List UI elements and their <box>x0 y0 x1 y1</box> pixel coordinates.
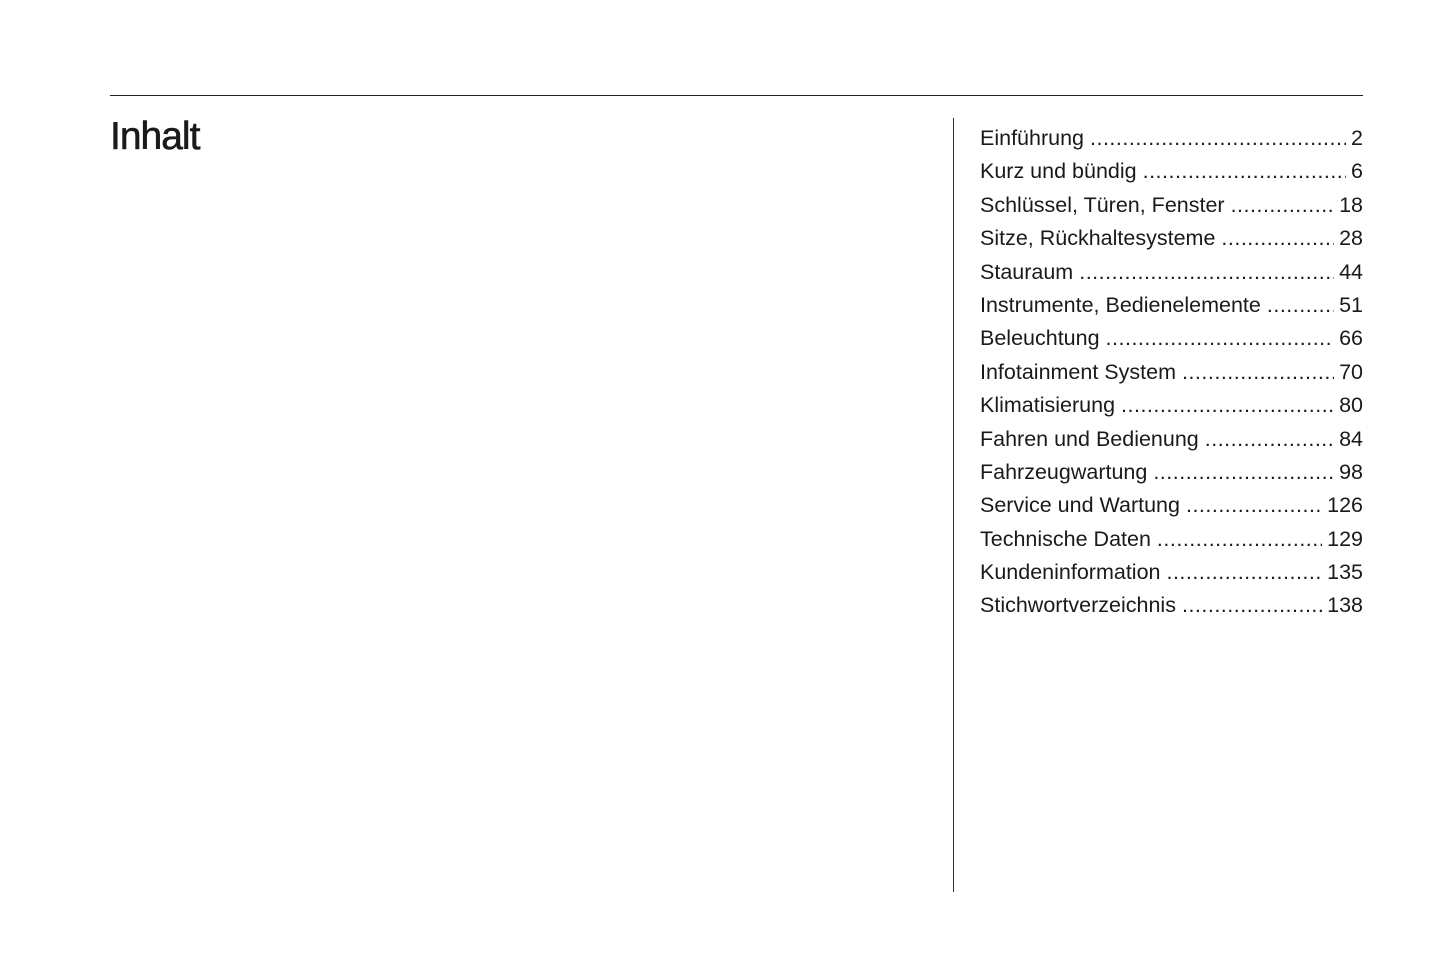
toc-entry-label: Kundeninformation <box>980 556 1166 589</box>
toc-entry-page: 44 <box>1339 259 1363 284</box>
toc-entry-page: 138 <box>1327 593 1363 618</box>
toc-entry[interactable] <box>980 456 1363 489</box>
toc-entry-label: Fahrzeugwartung <box>980 456 1153 489</box>
toc-entry[interactable] <box>980 155 1363 188</box>
toc-entry-page: 51 <box>1339 292 1363 317</box>
toc-entry[interactable] <box>980 289 1363 322</box>
toc-entry-page: 135 <box>1327 560 1363 585</box>
toc-entry[interactable] <box>980 322 1363 355</box>
toc-dot-leader <box>1186 489 1322 522</box>
toc-dot-leader <box>1231 189 1335 222</box>
toc-dot-leader <box>1143 155 1346 188</box>
toc-dot-leader <box>1182 356 1334 389</box>
toc-entry-label: Schlüssel, Türen, Fenster <box>980 189 1231 222</box>
toc-entry-label: Technische Daten <box>980 523 1157 556</box>
toc-entry-page: 66 <box>1339 326 1363 351</box>
toc-entry-label: Fahren und Bedienung <box>980 423 1205 456</box>
toc-entry-page: 98 <box>1339 459 1363 484</box>
toc-entry-label: Einführung <box>980 122 1090 155</box>
toc-dot-leader <box>1079 256 1334 289</box>
toc-entry-label: Service und Wartung <box>980 489 1186 522</box>
toc-entry[interactable] <box>980 356 1363 389</box>
toc-entry[interactable] <box>980 523 1363 556</box>
toc-entry-page: 70 <box>1339 359 1363 384</box>
toc-entry-label: Instrumente, Bedienelemente <box>980 289 1267 322</box>
page-title: Inhalt <box>110 115 200 158</box>
toc-entry-label: Stichwortverzeichnis <box>980 589 1182 622</box>
toc-dot-leader <box>1090 122 1346 155</box>
toc-entry-page: 129 <box>1327 526 1363 551</box>
toc-entry-page: 28 <box>1339 226 1363 251</box>
toc-entry[interactable] <box>980 489 1363 522</box>
top-rule <box>110 95 1363 96</box>
toc-dot-leader <box>1121 389 1334 422</box>
toc-dot-leader <box>1205 423 1334 456</box>
toc-dot-leader <box>1267 289 1334 322</box>
toc-entry[interactable] <box>980 589 1363 622</box>
toc-entry-page: 80 <box>1339 393 1363 418</box>
toc-entry[interactable] <box>980 556 1363 589</box>
toc-dot-leader <box>1166 556 1322 589</box>
toc-entry-page: 2 <box>1351 126 1363 150</box>
toc-entry-label: Infotainment System <box>980 356 1182 389</box>
toc-entry[interactable] <box>980 256 1363 289</box>
toc-dot-leader <box>1106 322 1335 355</box>
column-divider <box>953 118 954 892</box>
toc-entry-label: Beleuchtung <box>980 322 1106 355</box>
toc-entry-page: 18 <box>1339 192 1363 217</box>
toc-entry[interactable] <box>980 389 1363 422</box>
toc-entry[interactable] <box>980 423 1363 456</box>
table-of-contents <box>980 122 1363 623</box>
toc-entry-label: Klimatisierung <box>980 389 1121 422</box>
toc-entry-label: Kurz und bündig <box>980 155 1143 188</box>
toc-entry[interactable] <box>980 222 1363 255</box>
toc-dot-leader <box>1153 456 1334 489</box>
toc-entry-label: Stauraum <box>980 256 1079 289</box>
toc-entry-page: 84 <box>1339 426 1363 451</box>
toc-dot-leader <box>1221 222 1334 255</box>
toc-entry-page: 126 <box>1327 493 1363 518</box>
toc-entry[interactable] <box>980 189 1363 222</box>
toc-entry-label: Sitze, Rückhaltesysteme <box>980 222 1221 255</box>
toc-dot-leader <box>1182 589 1322 622</box>
toc-entry-page: 6 <box>1351 159 1363 184</box>
toc-dot-leader <box>1157 523 1322 556</box>
toc-entry[interactable] <box>980 122 1363 155</box>
